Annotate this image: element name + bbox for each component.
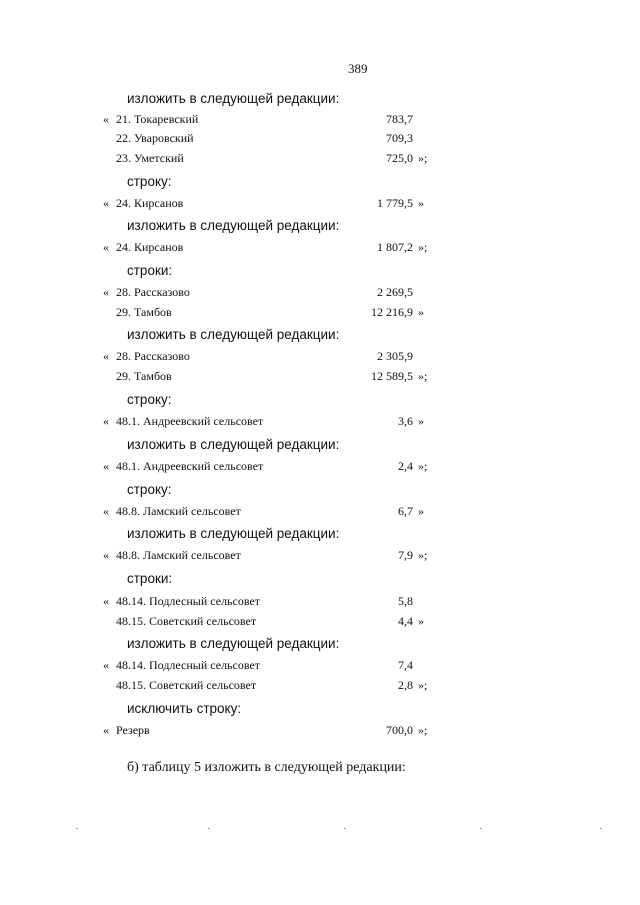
entry-label: 48.14. Подлесный сельсовет	[116, 658, 261, 672]
close-quote: »	[418, 504, 424, 518]
close-quote: »	[418, 196, 424, 210]
instruction-heading: изложить в следующей редакции:	[127, 91, 340, 106]
instruction-heading: изложить в следующей редакции:	[127, 526, 340, 541]
open-quote: «	[103, 112, 109, 126]
close-quote: »	[418, 414, 424, 428]
instruction-heading: изложить в следующей редакции:	[127, 636, 340, 651]
entry-label: Резерв	[116, 723, 150, 737]
entry-value: 2 269,5	[377, 285, 413, 299]
entry-value: 12 216,9	[371, 305, 413, 319]
instruction-heading: строку:	[127, 174, 172, 189]
entry-value: 7,9	[398, 548, 413, 562]
entry-value: 1 779,5	[377, 196, 413, 210]
close-quote: »	[418, 614, 424, 628]
open-quote: «	[103, 504, 109, 518]
entry-value: 783,7	[386, 112, 413, 126]
entry-value: 5,8	[398, 594, 413, 608]
entry-label: 24. Кирсанов	[116, 240, 184, 254]
entry-value: 4,4	[398, 614, 413, 628]
open-quote: «	[103, 723, 109, 737]
entry-value: 700,0	[386, 723, 413, 737]
entry-label: 48.8. Ламский сельсовет	[116, 504, 241, 518]
close-quote: »;	[418, 459, 428, 473]
entry-label: 24. Кирсанов	[116, 196, 184, 210]
close-quote: »;	[418, 678, 428, 692]
entry-label: 48.1. Андреевский сельсовет	[116, 414, 264, 428]
instruction-heading: строки:	[127, 571, 173, 586]
entry-value: 7,4	[398, 658, 413, 672]
instruction-heading: строку:	[127, 392, 172, 407]
entry-label: 48.15. Советский сельсовет	[116, 678, 257, 692]
open-quote: «	[103, 285, 109, 299]
entry-label: 48.15. Советский сельсовет	[116, 614, 257, 628]
entry-value: 2,8	[398, 678, 413, 692]
entry-label: 23. Уметский	[116, 151, 184, 165]
instruction-heading: изложить в следующей редакции:	[127, 218, 340, 233]
scan-speck	[76, 828, 78, 829]
open-quote: «	[103, 196, 109, 210]
entry-label: 29. Тамбов	[116, 369, 172, 383]
scan-speck	[600, 828, 602, 829]
instruction-heading: изложить в следующей редакции:	[127, 437, 340, 452]
scan-speck	[344, 828, 346, 829]
open-quote: «	[103, 349, 109, 363]
entry-label: 48.14. Подлесный сельсовет	[116, 594, 261, 608]
scan-speck	[208, 828, 210, 829]
entry-label: 22. Уваровский	[116, 131, 194, 145]
instruction-heading: строку:	[127, 482, 172, 497]
close-quote: »;	[418, 369, 428, 383]
entry-label: 29. Тамбов	[116, 305, 172, 319]
table-5-instruction: б) таблицу 5 изложить в следующей редакции:	[127, 760, 406, 775]
entry-value: 12 589,5	[371, 369, 413, 383]
entry-value: 725,0	[386, 151, 413, 165]
open-quote: «	[103, 594, 109, 608]
close-quote: »;	[418, 548, 428, 562]
close-quote: »	[418, 305, 424, 319]
entry-value: 1 807,2	[377, 240, 413, 254]
close-quote: »;	[418, 240, 428, 254]
open-quote: «	[103, 240, 109, 254]
instruction-heading: строки:	[127, 263, 173, 278]
open-quote: «	[103, 414, 109, 428]
entry-label: 28. Рассказово	[116, 349, 190, 363]
close-quote: »;	[418, 151, 428, 165]
open-quote: «	[103, 459, 109, 473]
page-number: 389	[348, 61, 368, 76]
entry-label: 48.8. Ламский сельсовет	[116, 548, 241, 562]
entry-value: 2 305,9	[377, 349, 413, 363]
instruction-heading: изложить в следующей редакции:	[127, 327, 340, 342]
close-quote: »;	[418, 723, 428, 737]
entry-value: 6,7	[398, 504, 413, 518]
entry-value: 2,4	[398, 459, 413, 473]
entry-value: 3,6	[398, 414, 413, 428]
entry-label: 21. Токаревский	[116, 112, 199, 126]
entry-label: 28. Рассказово	[116, 285, 190, 299]
open-quote: «	[103, 658, 109, 672]
entry-value: 709,3	[386, 131, 413, 145]
scan-speck	[480, 828, 482, 829]
open-quote: «	[103, 548, 109, 562]
instruction-heading: исключить строку:	[127, 701, 242, 716]
entry-label: 48.1. Андреевский сельсовет	[116, 459, 264, 473]
